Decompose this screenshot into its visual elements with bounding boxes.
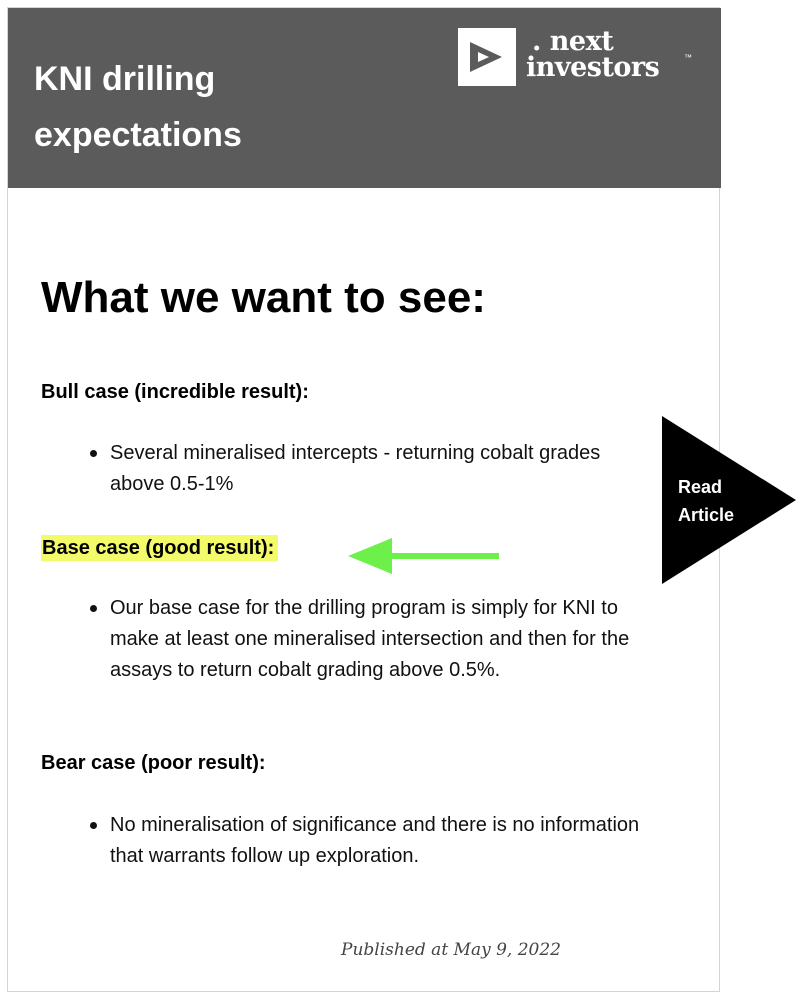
base-case-list <box>88 593 648 686</box>
logo-text-next: . next <box>532 26 614 57</box>
main-heading: What we want to see: <box>41 273 486 322</box>
read-article-line1: Read <box>678 477 723 497</box>
logo-text-investors: investors <box>526 52 660 83</box>
read-article-label <box>678 473 734 529</box>
next-investors-logo-icon <box>458 28 516 86</box>
base-case-heading <box>41 534 278 562</box>
bull-case-list <box>88 438 648 500</box>
arrow-left-icon <box>346 536 501 576</box>
next-investors-logo <box>458 28 698 88</box>
article-card <box>7 7 720 992</box>
read-article-button[interactable] <box>662 416 796 584</box>
bear-case-heading: Bear case (poor result): <box>41 752 266 774</box>
read-article-line2: Article <box>678 505 735 525</box>
header-banner <box>8 8 721 188</box>
published-date: Published at May 9, 2022 <box>341 940 561 960</box>
bear-case-list <box>88 810 648 872</box>
bull-case-bullet: Several mineralised intercepts - returning cobalt grades above 0.5-1% <box>88 438 648 500</box>
header-title: KNI drilling expectations <box>34 60 242 154</box>
base-case-bullet: Our base case for the drilling program is simply for KNI to make at least one mineralised intersection and then for the assays to return cobalt grading above 0.5%. <box>88 593 648 686</box>
bear-case-bullet: No mineralisation of significance and there is no information that warrants follow up exploration. <box>88 810 648 872</box>
bull-case-heading: Bull case (incredible result): <box>41 381 309 403</box>
logo-trademark: ™ <box>684 53 692 62</box>
base-case-heading-text: Base case (good result): <box>41 535 278 561</box>
